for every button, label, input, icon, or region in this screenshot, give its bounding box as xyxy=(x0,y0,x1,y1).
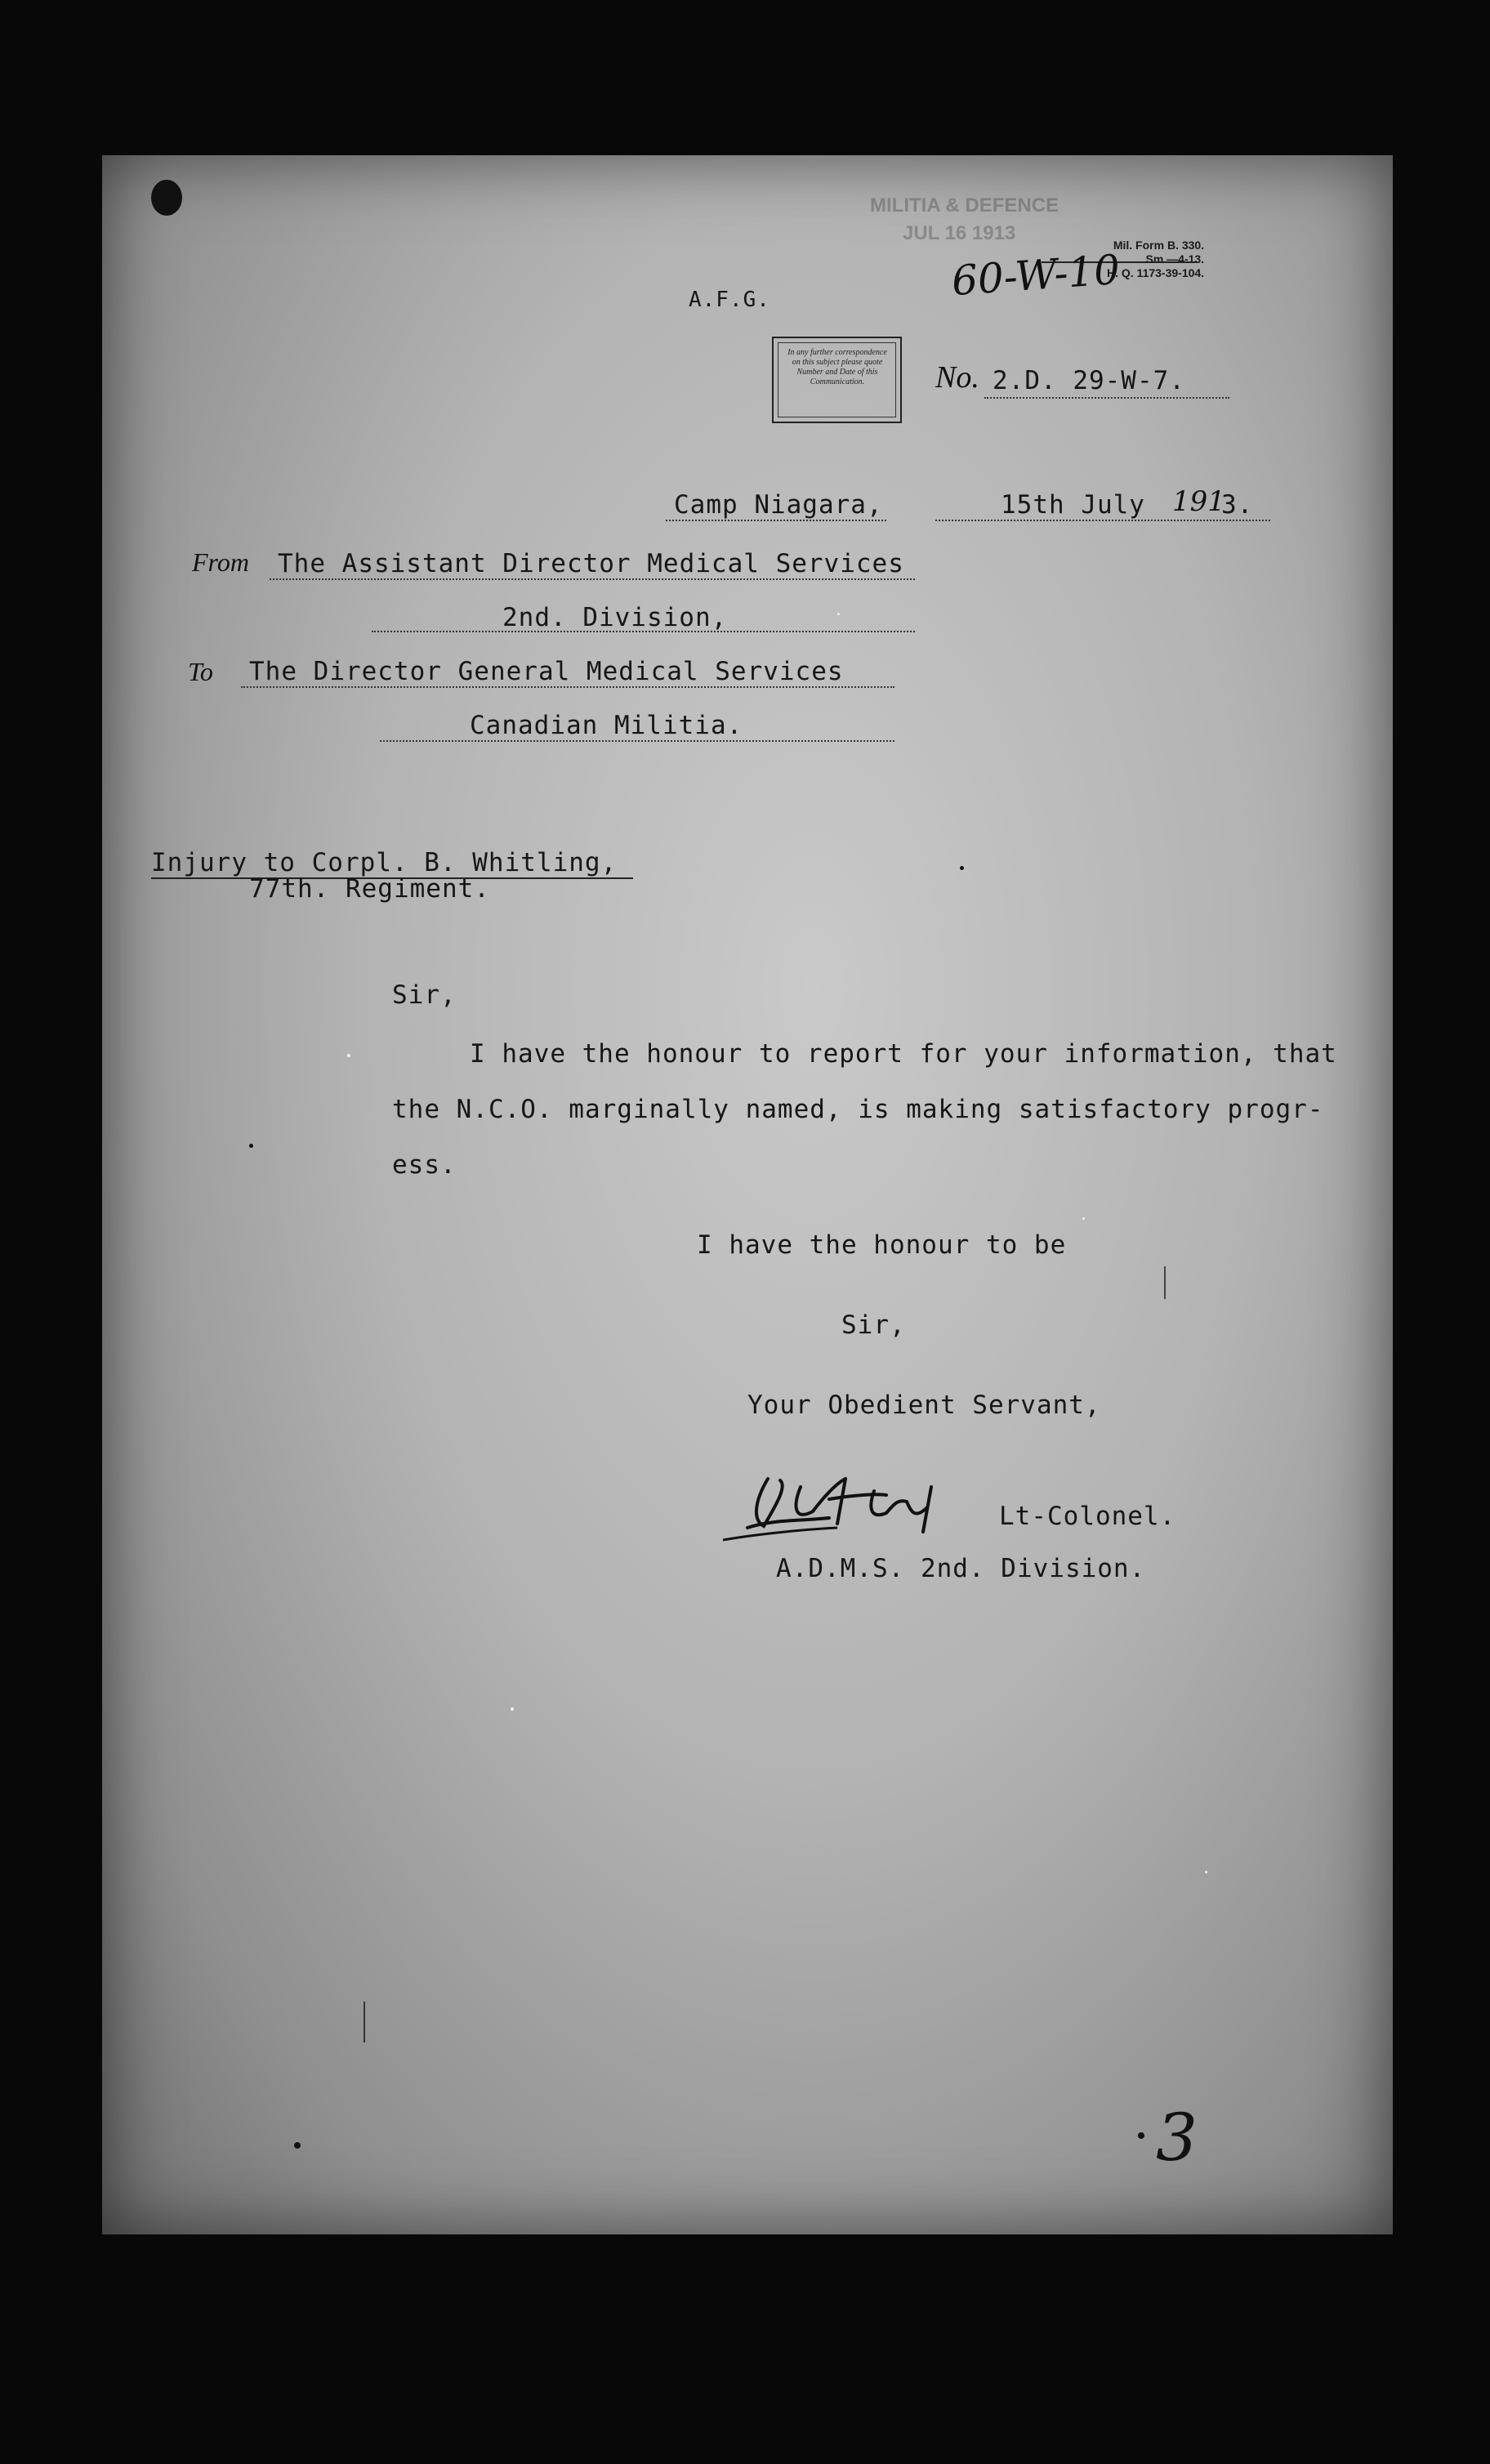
film-speck xyxy=(960,866,964,870)
from-line2-dotline xyxy=(372,631,915,632)
date-year-suffix: 3. xyxy=(1221,490,1254,520)
to-line1: The Director General Medical Services xyxy=(249,657,844,686)
from-line1-dotline xyxy=(270,578,915,580)
punch-hole xyxy=(151,180,182,216)
closing-line3: Your Obedient Servant, xyxy=(747,1390,1101,1420)
received-stamp xyxy=(870,192,1059,248)
from-line1: The Assistant Director Medical Services xyxy=(278,549,904,578)
signature-rank: Lt-Colonel. xyxy=(999,1502,1176,1531)
date-year-prefix: 191 xyxy=(1172,485,1225,518)
body-line2: the N.C.O. marginally named, is making satisfactory progr- xyxy=(392,1095,1324,1124)
reference-instruction-text: In any further correspondence on this subject please quote Number and Date of this Communication. xyxy=(787,348,887,386)
body-line1: I have the honour to report for your information, that xyxy=(470,1039,1337,1069)
to-line2: Canadian Militia. xyxy=(470,711,743,740)
film-scratch xyxy=(364,2002,365,2042)
closing-line2: Sir, xyxy=(841,1310,906,1340)
signature-title: A.D.M.S. 2nd. Division. xyxy=(776,1554,1146,1583)
handwritten-signature xyxy=(723,1462,968,1552)
film-speck xyxy=(1082,1217,1085,1220)
page-number: 3 xyxy=(1156,2100,1198,2176)
film-speck xyxy=(1205,1871,1207,1873)
form-reference-line2: Sm.—4-13. xyxy=(1145,252,1205,266)
film-speck xyxy=(347,1054,350,1057)
closing-line1: I have the honour to be xyxy=(697,1230,1067,1260)
form-reference-line1: Mil. Form B. 330. xyxy=(1113,239,1205,252)
date-dotline xyxy=(935,520,1270,521)
body-line3: ess. xyxy=(392,1150,457,1180)
film-speck xyxy=(249,1144,253,1148)
film-speck xyxy=(837,613,840,615)
to-label: To xyxy=(188,657,213,686)
page-number-dot xyxy=(1138,2132,1144,2139)
to-line1-dotline xyxy=(241,686,894,688)
reference-instruction-box xyxy=(772,337,902,423)
subject-line2: 77th. Regiment. xyxy=(249,874,490,904)
subject-line1: Injury to Corpl. B. Whitling, xyxy=(151,848,618,877)
place: Camp Niagara, xyxy=(674,490,883,520)
form-reference-line3: H. Q. 1173-39-104. xyxy=(1107,266,1205,279)
form-reference xyxy=(1107,239,1204,280)
film-scratch xyxy=(1164,1266,1166,1299)
place-dotline xyxy=(666,520,886,521)
file-number-handwritten: 60-W-10 xyxy=(950,245,1122,306)
film-speck xyxy=(294,2142,301,2149)
received-stamp-line1: MILITIA & DEFENCE xyxy=(870,194,1060,216)
from-line2: 2nd. Division, xyxy=(502,603,728,632)
film-speck xyxy=(511,1707,514,1711)
from-label: From xyxy=(192,547,249,577)
document-page xyxy=(102,155,1393,2234)
to-line2-dotline xyxy=(380,740,894,742)
salutation: Sir, xyxy=(392,980,457,1010)
number-value: 2.D. 29-W-7. xyxy=(993,366,1185,395)
office-code: A.F.G. xyxy=(689,288,770,312)
number-dotline xyxy=(984,397,1229,399)
received-stamp-date: JUL 16 1913 xyxy=(903,222,1016,244)
date-typed: 15th July xyxy=(1001,490,1145,520)
number-label: No. xyxy=(935,360,979,395)
